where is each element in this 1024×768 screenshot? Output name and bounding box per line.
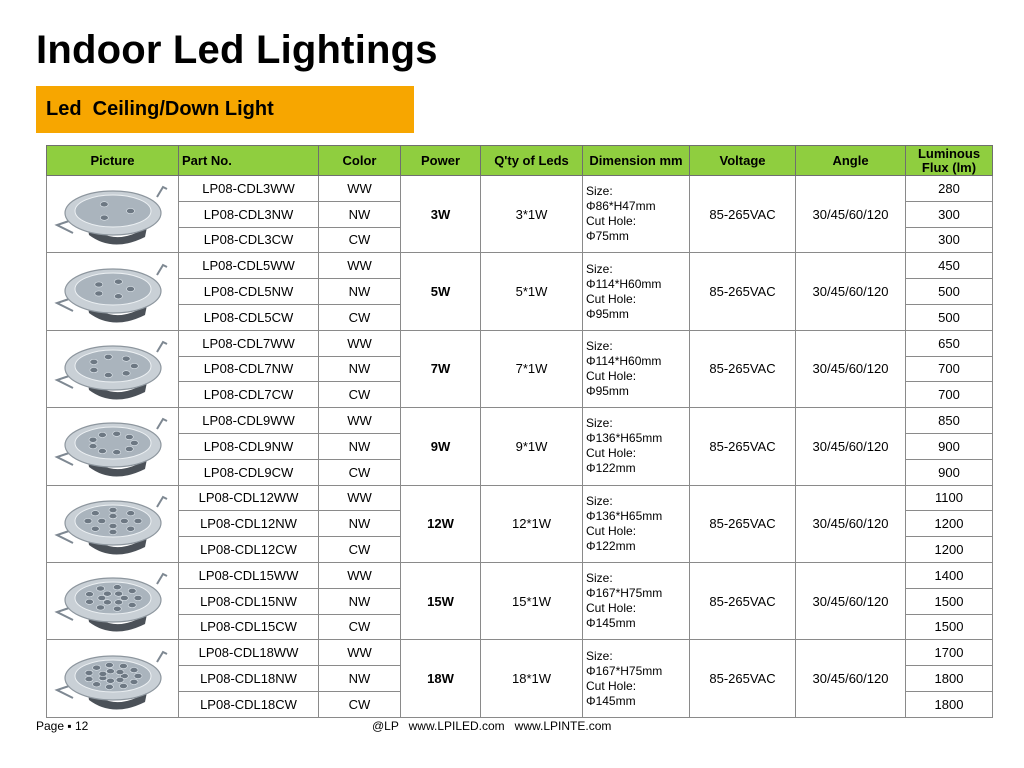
cell-part-no: LP08-CDL9NW <box>179 433 319 459</box>
dimension-line: Φ114*H60mm <box>586 276 662 291</box>
dimension-line: Φ136*H65mm <box>586 508 663 523</box>
col-header-angle: Angle <box>796 146 906 176</box>
cell-color: NW <box>319 201 401 227</box>
table-row <box>47 562 993 588</box>
col-header-color: Color <box>319 146 401 176</box>
cell-luminous-flux: 1800 <box>906 666 993 692</box>
cell-luminous-flux: 1200 <box>906 511 993 537</box>
col-header-picture: Picture <box>47 146 179 176</box>
cell-color: WW <box>319 253 401 279</box>
product-image <box>47 485 179 562</box>
cell-color: NW <box>319 279 401 305</box>
cell-angle: 30/45/60/120 <box>796 640 906 717</box>
dimension-line: Cut Hole: <box>586 291 637 306</box>
col-header-qty-leds: Q'ty of Leds <box>481 146 583 176</box>
cell-dimension <box>583 330 690 407</box>
cell-angle: 30/45/60/120 <box>796 562 906 639</box>
cell-part-no: LP08-CDL7NW <box>179 356 319 382</box>
dimension-line: Φ122mm <box>586 538 636 553</box>
cell-luminous-flux: 900 <box>906 459 993 485</box>
cell-power: 7W <box>401 330 481 407</box>
cell-luminous-flux: 700 <box>906 382 993 408</box>
cell-angle: 30/45/60/120 <box>796 176 906 253</box>
cell-color: CW <box>319 614 401 640</box>
cell-voltage: 85-265VAC <box>690 640 796 717</box>
table-row <box>47 408 993 434</box>
cell-part-no: LP08-CDL5WW <box>179 253 319 279</box>
dimension-line: Φ145mm <box>586 693 636 708</box>
cell-dimension <box>583 485 690 562</box>
product-image <box>47 408 179 485</box>
dimension-line: Φ136*H65mm <box>586 431 663 446</box>
dimension-line: Φ86*H47mm <box>586 199 656 214</box>
cell-color: WW <box>319 408 401 434</box>
dimension-line: Cut Hole: <box>586 368 637 383</box>
cell-voltage: 85-265VAC <box>690 176 796 253</box>
cell-luminous-flux: 300 <box>906 201 993 227</box>
cell-qty-leds: 9*1W <box>481 408 583 485</box>
cell-angle: 30/45/60/120 <box>796 485 906 562</box>
cell-luminous-flux: 650 <box>906 330 993 356</box>
cell-angle: 30/45/60/120 <box>796 408 906 485</box>
cell-part-no: LP08-CDL15WW <box>179 562 319 588</box>
dimension-line: Size: <box>586 184 613 199</box>
cell-voltage: 85-265VAC <box>690 408 796 485</box>
cell-dimension <box>583 640 690 717</box>
cell-luminous-flux: 300 <box>906 227 993 253</box>
spec-table <box>46 145 993 718</box>
cell-dimension <box>583 176 690 253</box>
cell-dimension <box>583 408 690 485</box>
dimension-line: Size: <box>586 571 613 586</box>
cell-part-no: LP08-CDL3WW <box>179 176 319 202</box>
cell-luminous-flux: 500 <box>906 304 993 330</box>
section-heading: Led Ceiling/Down Light <box>36 86 414 133</box>
dimension-line: Size: <box>586 493 613 508</box>
cell-color: NW <box>319 356 401 382</box>
cell-luminous-flux: 1500 <box>906 588 993 614</box>
cell-color: WW <box>319 330 401 356</box>
cell-voltage: 85-265VAC <box>690 485 796 562</box>
cell-color: CW <box>319 459 401 485</box>
dimension-line: Φ114*H60mm <box>586 353 662 368</box>
cell-color: NW <box>319 511 401 537</box>
cell-color: CW <box>319 691 401 717</box>
cell-part-no: LP08-CDL18NW <box>179 666 319 692</box>
cell-dimension <box>583 562 690 639</box>
product-image <box>47 176 179 253</box>
cell-luminous-flux: 280 <box>906 176 993 202</box>
cell-power: 15W <box>401 562 481 639</box>
cell-qty-leds: 7*1W <box>481 330 583 407</box>
cell-luminous-flux: 500 <box>906 279 993 305</box>
dimension-line: Φ95mm <box>586 383 629 398</box>
dimension-line: Cut Hole: <box>586 446 637 461</box>
cell-part-no: LP08-CDL5CW <box>179 304 319 330</box>
dimension-line: Cut Hole: <box>586 678 637 693</box>
table-body <box>47 176 993 718</box>
cell-power: 3W <box>401 176 481 253</box>
cell-power: 5W <box>401 253 481 330</box>
cell-part-no: LP08-CDL18WW <box>179 640 319 666</box>
cell-color: WW <box>319 176 401 202</box>
cell-qty-leds: 15*1W <box>481 562 583 639</box>
cell-luminous-flux: 450 <box>906 253 993 279</box>
cell-color: NW <box>319 588 401 614</box>
cell-part-no: LP08-CDL18CW <box>179 691 319 717</box>
product-image <box>47 330 179 407</box>
cell-luminous-flux: 1200 <box>906 537 993 563</box>
table-row <box>47 485 993 511</box>
dimension-line: Size: <box>586 416 613 431</box>
dimension-line: Φ167*H75mm <box>586 663 663 678</box>
dimension-line: Cut Hole: <box>586 214 637 229</box>
col-header-luminous-flux: Luminous Flux (lm) <box>906 146 993 176</box>
table-row <box>47 176 993 202</box>
cell-luminous-flux: 1100 <box>906 485 993 511</box>
cell-color: WW <box>319 640 401 666</box>
cell-part-no: LP08-CDL12NW <box>179 511 319 537</box>
cell-color: CW <box>319 304 401 330</box>
cell-color: WW <box>319 485 401 511</box>
cell-part-no: LP08-CDL5NW <box>179 279 319 305</box>
table-header-row <box>47 146 993 176</box>
cell-power: 9W <box>401 408 481 485</box>
cell-dimension <box>583 253 690 330</box>
cell-qty-leds: 5*1W <box>481 253 583 330</box>
cell-qty-leds: 12*1W <box>481 485 583 562</box>
table-row <box>47 253 993 279</box>
cell-power: 12W <box>401 485 481 562</box>
cell-part-no: LP08-CDL9CW <box>179 459 319 485</box>
cell-color: NW <box>319 433 401 459</box>
cell-luminous-flux: 900 <box>906 433 993 459</box>
product-image <box>47 562 179 639</box>
cell-angle: 30/45/60/120 <box>796 330 906 407</box>
product-image <box>47 640 179 717</box>
cell-qty-leds: 18*1W <box>481 640 583 717</box>
cell-luminous-flux: 700 <box>906 356 993 382</box>
cell-luminous-flux: 850 <box>906 408 993 434</box>
page-title: Indoor Led Lightings <box>36 28 438 72</box>
footer-websites: @LP www.LPILED.com www.LPINTE.com <box>372 719 612 733</box>
cell-color: CW <box>319 382 401 408</box>
cell-luminous-flux: 1700 <box>906 640 993 666</box>
cell-qty-leds: 3*1W <box>481 176 583 253</box>
table-row <box>47 640 993 666</box>
cell-part-no: LP08-CDL3CW <box>179 227 319 253</box>
cell-part-no: LP08-CDL15NW <box>179 588 319 614</box>
cell-part-no: LP08-CDL9WW <box>179 408 319 434</box>
dimension-line: Φ75mm <box>586 229 629 244</box>
cell-part-no: LP08-CDL12CW <box>179 537 319 563</box>
col-header-power: Power <box>401 146 481 176</box>
cell-color: CW <box>319 227 401 253</box>
col-header-part-no: Part No. <box>179 146 319 176</box>
cell-voltage: 85-265VAC <box>690 330 796 407</box>
cell-voltage: 85-265VAC <box>690 562 796 639</box>
dimension-line: Size: <box>586 648 613 663</box>
dimension-line: Φ95mm <box>586 306 629 321</box>
cell-color: CW <box>319 537 401 563</box>
table-row <box>47 330 993 356</box>
cell-part-no: LP08-CDL7WW <box>179 330 319 356</box>
cell-color: WW <box>319 562 401 588</box>
product-image <box>47 253 179 330</box>
cell-part-no: LP08-CDL3NW <box>179 201 319 227</box>
dimension-line: Size: <box>586 261 613 276</box>
cell-power: 18W <box>401 640 481 717</box>
dimension-line: Φ122mm <box>586 461 636 476</box>
page-number: Page ▪ 12 <box>36 719 89 733</box>
dimension-line: Φ145mm <box>586 616 636 631</box>
cell-luminous-flux: 1800 <box>906 691 993 717</box>
cell-luminous-flux: 1400 <box>906 562 993 588</box>
dimension-line: Φ167*H75mm <box>586 586 663 601</box>
cell-angle: 30/45/60/120 <box>796 253 906 330</box>
cell-color: NW <box>319 666 401 692</box>
cell-part-no: LP08-CDL7CW <box>179 382 319 408</box>
dimension-line: Cut Hole: <box>586 601 637 616</box>
col-header-dimension: Dimension mm <box>583 146 690 176</box>
cell-part-no: LP08-CDL12WW <box>179 485 319 511</box>
col-header-voltage: Voltage <box>690 146 796 176</box>
cell-luminous-flux: 1500 <box>906 614 993 640</box>
cell-part-no: LP08-CDL15CW <box>179 614 319 640</box>
cell-voltage: 85-265VAC <box>690 253 796 330</box>
dimension-line: Cut Hole: <box>586 523 637 538</box>
dimension-line: Size: <box>586 338 613 353</box>
